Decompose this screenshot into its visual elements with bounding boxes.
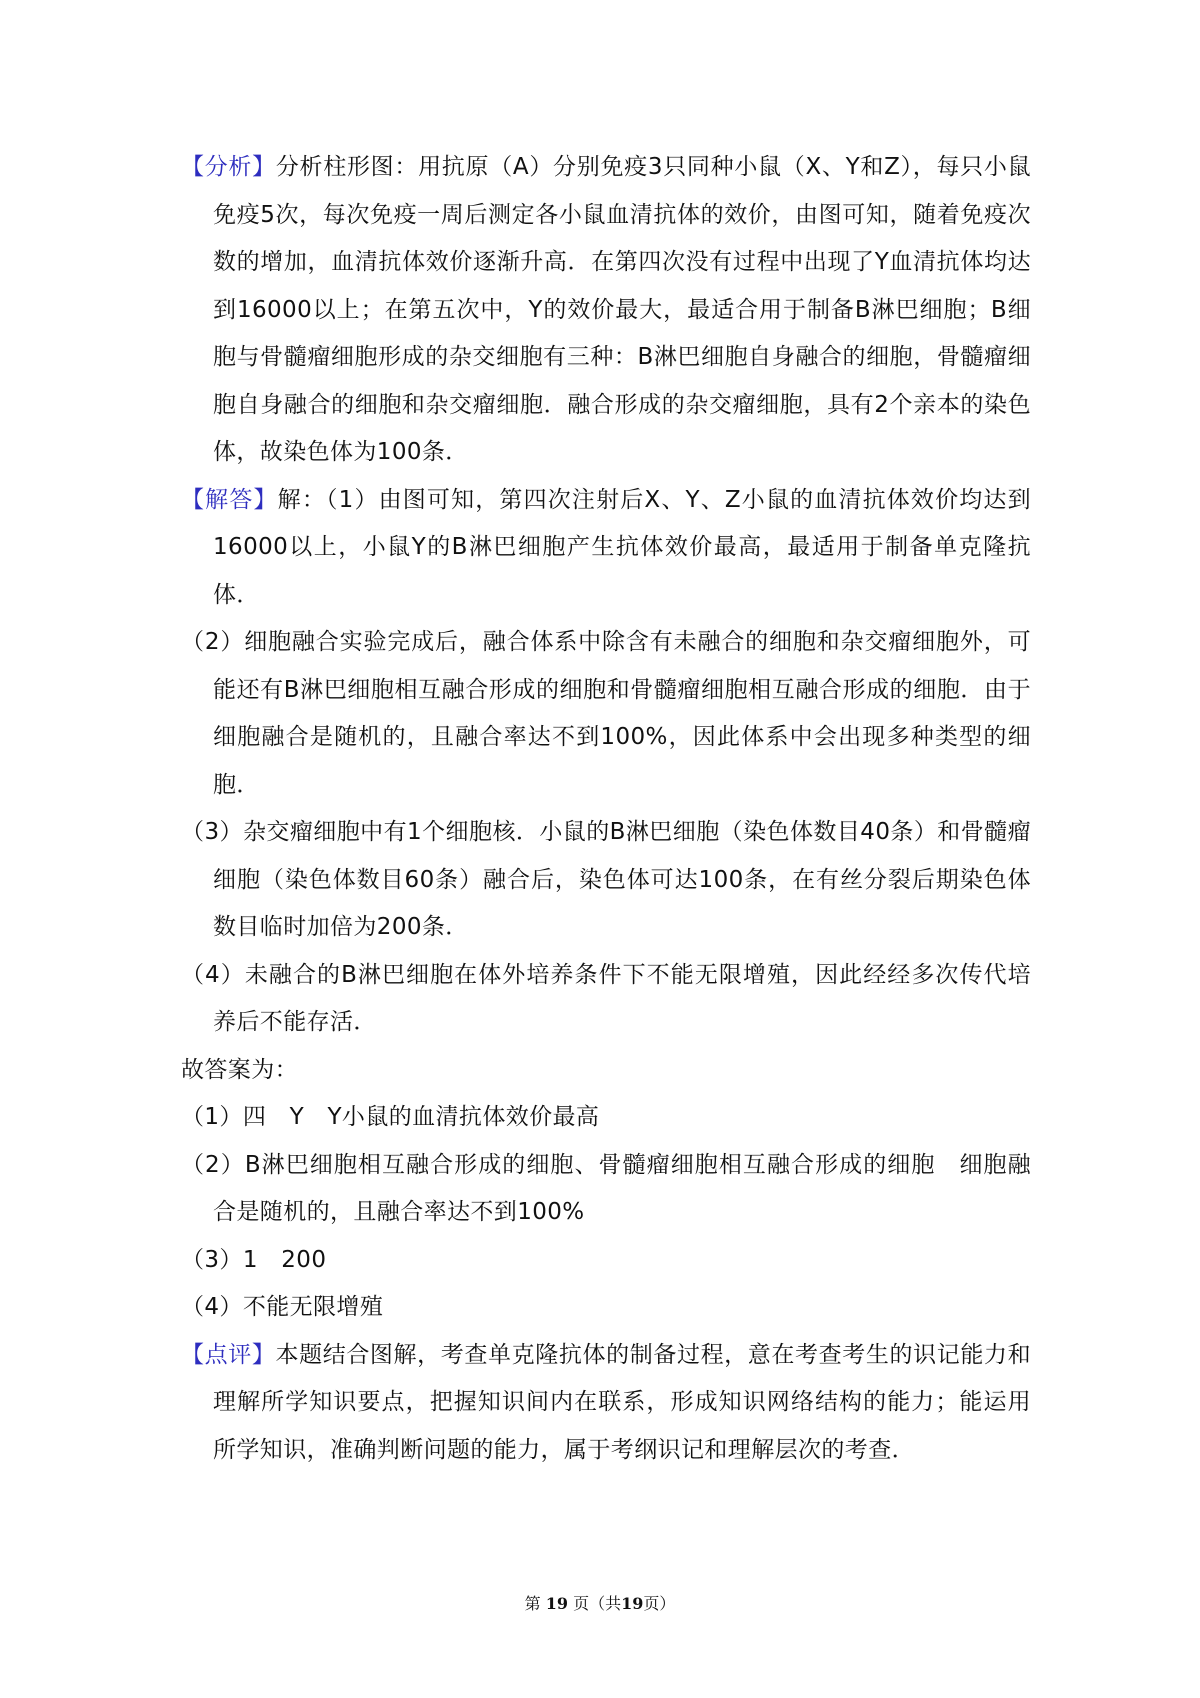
analysis-tag: 【分析】 [181, 154, 276, 180]
footer-page-number: 19 [545, 1594, 568, 1613]
footer-prefix: 第 [524, 1594, 541, 1613]
answer-2: （2）B淋巴细胞相互融合形成的细胞、骨髓瘤细胞相互融合形成的细胞 细胞融合是随机的，且融合率达不到100% [181, 1151, 1031, 1225]
solution-text-1: 解：（1）由图可知，第四次注射后X、Y、Z小鼠的血清抗体效价均达到16000以上，小鼠Y的B淋巴细胞产生抗体效价最高，最适用于制备单克隆抗体． [213, 486, 1031, 608]
comment-text: 本题结合图解，考查单克隆抗体的制备过程，意在考查考生的识记能力和理解所学知识要点，把握知识间内在联系，形成知识网络结构的能力；能运用所学知识，准确判断问题的能力，属于考纲识记和理解层次的考查． [213, 1341, 1031, 1463]
solution-tag: 【解答】 [181, 486, 278, 513]
solution-paragraph-1 [181, 477, 1031, 620]
solution-paragraph-3: （3）杂交瘤细胞中有1个细胞核．小鼠的B淋巴细胞（染色体数目40条）和骨髓瘤细胞（染色体数目60条）融合后，染色体可达100条，在有丝分裂后期染色体数目临时加倍为200条． [181, 819, 1031, 940]
answer-4: （4）不能无限增殖 [181, 1294, 384, 1320]
solution-paragraph-4: （4）未融合的B淋巴细胞在体外培养条件下不能无限增殖，因此经经多次传代培养后不能存活． [181, 961, 1031, 1035]
footer-suffix: 页） [643, 1594, 676, 1613]
answer-3: （3）1 200 [181, 1246, 327, 1273]
content-area [181, 144, 1031, 1474]
page-footer [0, 1591, 1200, 1614]
answers-heading: 故答案为： [181, 1056, 298, 1083]
analysis-text: 分析柱形图：用抗原（A）分别免疫3只同种小鼠（X、Y和Z），每只小鼠免疫5次，每次免疫一周后测定各小鼠血清抗体的效价，由图可知，随着免疫次数的增加，血清抗体效价逐渐升高．在第四次没有过程中出现了Y血清抗体均达到16000以上；在第五次中，Y的效价最大，最适合用于制备B淋巴细胞；B细胞与骨髓瘤细胞形成的杂交细胞有三种：B淋巴细胞自身融合的细胞，骨髓瘤细胞自身融合的细胞和杂交瘤细胞．融合形成的杂交瘤细胞，具有2个亲本的染色体，故染色体为100条． [213, 154, 1031, 465]
solution-paragraph-2: （2）细胞融合实验完成后，融合体系中除含有未融合的细胞和杂交瘤细胞外，可能还有B淋巴细胞相互融合形成的细胞和骨髓瘤细胞相互融合形成的细胞．由于细胞融合是随机的，且融合率达不到100%，因此体系中会出现多种类型的细胞． [181, 629, 1031, 798]
answer-1: （1）四 Y Y小鼠的血清抗体效价最高 [181, 1104, 600, 1130]
footer-middle: 页（共 [573, 1594, 622, 1613]
analysis-paragraph [181, 144, 1031, 477]
comment-tag: 【点评】 [181, 1341, 276, 1368]
comment-paragraph [181, 1332, 1031, 1475]
footer-total-pages: 19 [621, 1594, 644, 1613]
